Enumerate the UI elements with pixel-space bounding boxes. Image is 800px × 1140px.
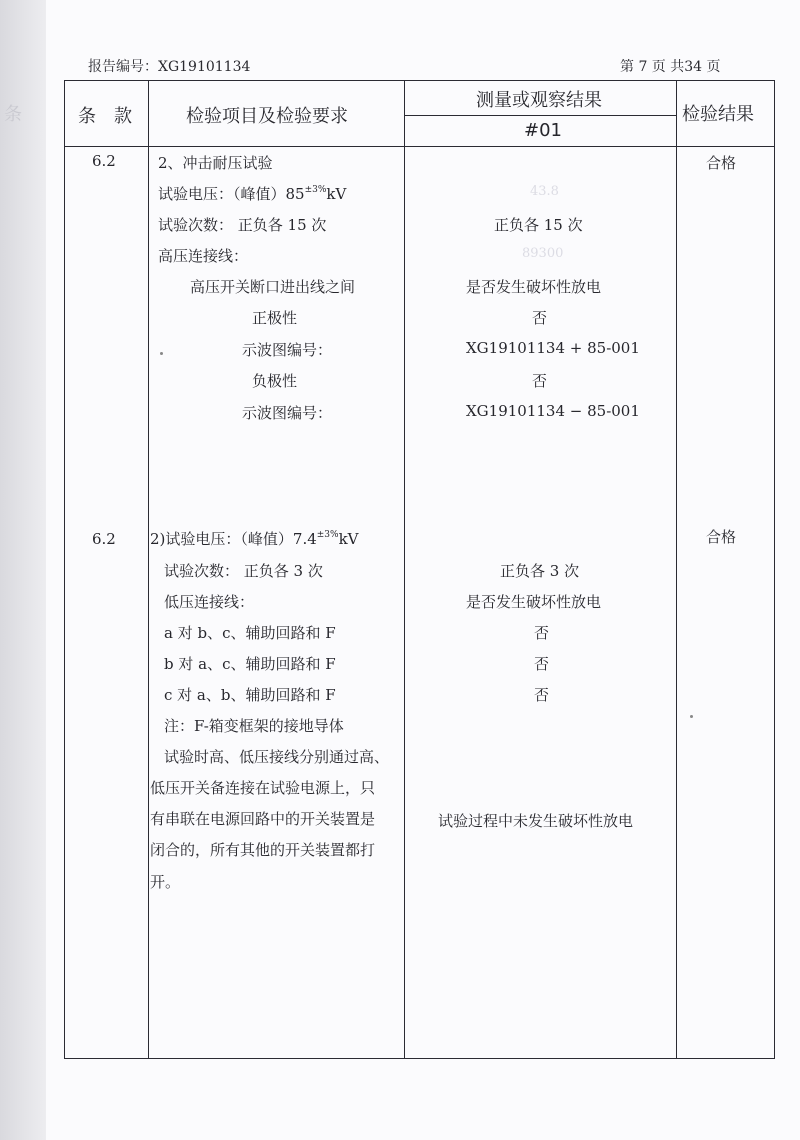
voltage-unit: kV	[326, 185, 347, 203]
clause-number: 6.2	[92, 152, 116, 170]
test-count-value: 正负各 3 次	[500, 562, 580, 580]
positive-polarity-label: 正极性	[252, 309, 298, 327]
test-count-value: 正负各 15 次	[494, 216, 583, 234]
item-divider	[404, 80, 405, 1059]
table-right-border	[774, 80, 775, 1059]
note-text: 注：F-箱变框架的接地导体	[164, 717, 344, 735]
ink-speck	[160, 352, 163, 355]
test-count-label: 试验次数： 正负各 3 次	[164, 562, 323, 580]
phase-b-value: 否	[534, 655, 550, 673]
paragraph-line: 开。	[150, 873, 181, 891]
column-header-measure: 测量或观察结果	[476, 90, 602, 111]
phase-a-value: 否	[534, 624, 550, 642]
header-bottom-border	[64, 146, 775, 147]
column-header-sample: #01	[524, 120, 562, 141]
phase-c-label: c 对 a、b、辅助回路和 F	[164, 686, 336, 704]
phase-a-label: a 对 b、c、辅助回路和 F	[164, 624, 336, 642]
positive-polarity-value: 否	[532, 309, 548, 327]
negative-polarity-value: 否	[532, 372, 548, 390]
hv-between-value: 是否发生破坏性放电	[466, 278, 602, 296]
ink-speck	[690, 715, 693, 718]
bleed-through-text: 43.8	[530, 184, 559, 199]
paragraph-line: 有串联在电源回路中的开关装置是	[150, 810, 376, 828]
bleed-through-text: 条	[4, 104, 22, 125]
clause-number: 6.2	[92, 530, 116, 548]
voltage-label: 试验电压：（峰值）85	[158, 185, 305, 203]
voltage-tolerance: ±3%	[316, 530, 339, 540]
paragraph-line: 试验时高、低压接线分别通过高、	[164, 748, 390, 766]
voltage-unit: kV	[338, 530, 359, 548]
test-count-label: 试验次数： 正负各 15 次	[158, 216, 327, 234]
column-header-result: 检验结果	[682, 104, 754, 125]
result-pass: 合格	[706, 154, 737, 172]
clause-divider	[148, 80, 149, 1059]
bleed-through-text: 89300	[522, 246, 564, 261]
phase-c-value: 否	[534, 686, 550, 704]
hv-between-label: 高压开关断口进出线之间	[190, 278, 356, 296]
paragraph-result: 试验过程中未发生破坏性放电	[438, 812, 634, 830]
column-header-item: 检验项目及检验要求	[186, 106, 348, 127]
negative-waveform-label: 示波图编号：	[242, 404, 333, 422]
table-bottom-border	[64, 1058, 775, 1059]
voltage-requirement	[150, 528, 359, 549]
negative-waveform-number: XG19101134 − 85-001	[466, 402, 640, 420]
voltage-requirement	[158, 183, 346, 204]
positive-waveform-number: XG19101134 + 85-001	[466, 339, 640, 357]
hv-connection-label: 高压连接线：	[158, 247, 249, 265]
lv-connection-label: 低压连接线：	[164, 593, 255, 611]
column-header-clause: 条 款	[78, 106, 132, 127]
report-number: 报告编号：XG19101134	[88, 59, 251, 75]
phase-b-label: b 对 a、c、辅助回路和 F	[164, 655, 336, 673]
header-split-line	[404, 115, 676, 116]
paragraph-line: 低压开关备连接在试验电源上，只	[150, 779, 376, 797]
negative-polarity-label: 负极性	[252, 372, 298, 390]
voltage-label: 2)试验电压：（峰值）7.4	[150, 530, 317, 548]
result-pass: 合格	[706, 528, 737, 546]
positive-waveform-label: 示波图编号：	[242, 341, 333, 359]
page-info: 第 7 页 共34 页	[620, 59, 721, 75]
item-title: 2、冲击耐压试验	[158, 154, 273, 172]
paragraph-line: 闭合的，所有其他的开关装置都打	[150, 841, 376, 859]
measure-divider	[676, 80, 677, 1059]
voltage-tolerance: ±3%	[304, 185, 327, 195]
table-top-border	[64, 80, 775, 81]
lv-connection-value: 是否发生破坏性放电	[466, 593, 602, 611]
table-left-border	[64, 80, 65, 1059]
